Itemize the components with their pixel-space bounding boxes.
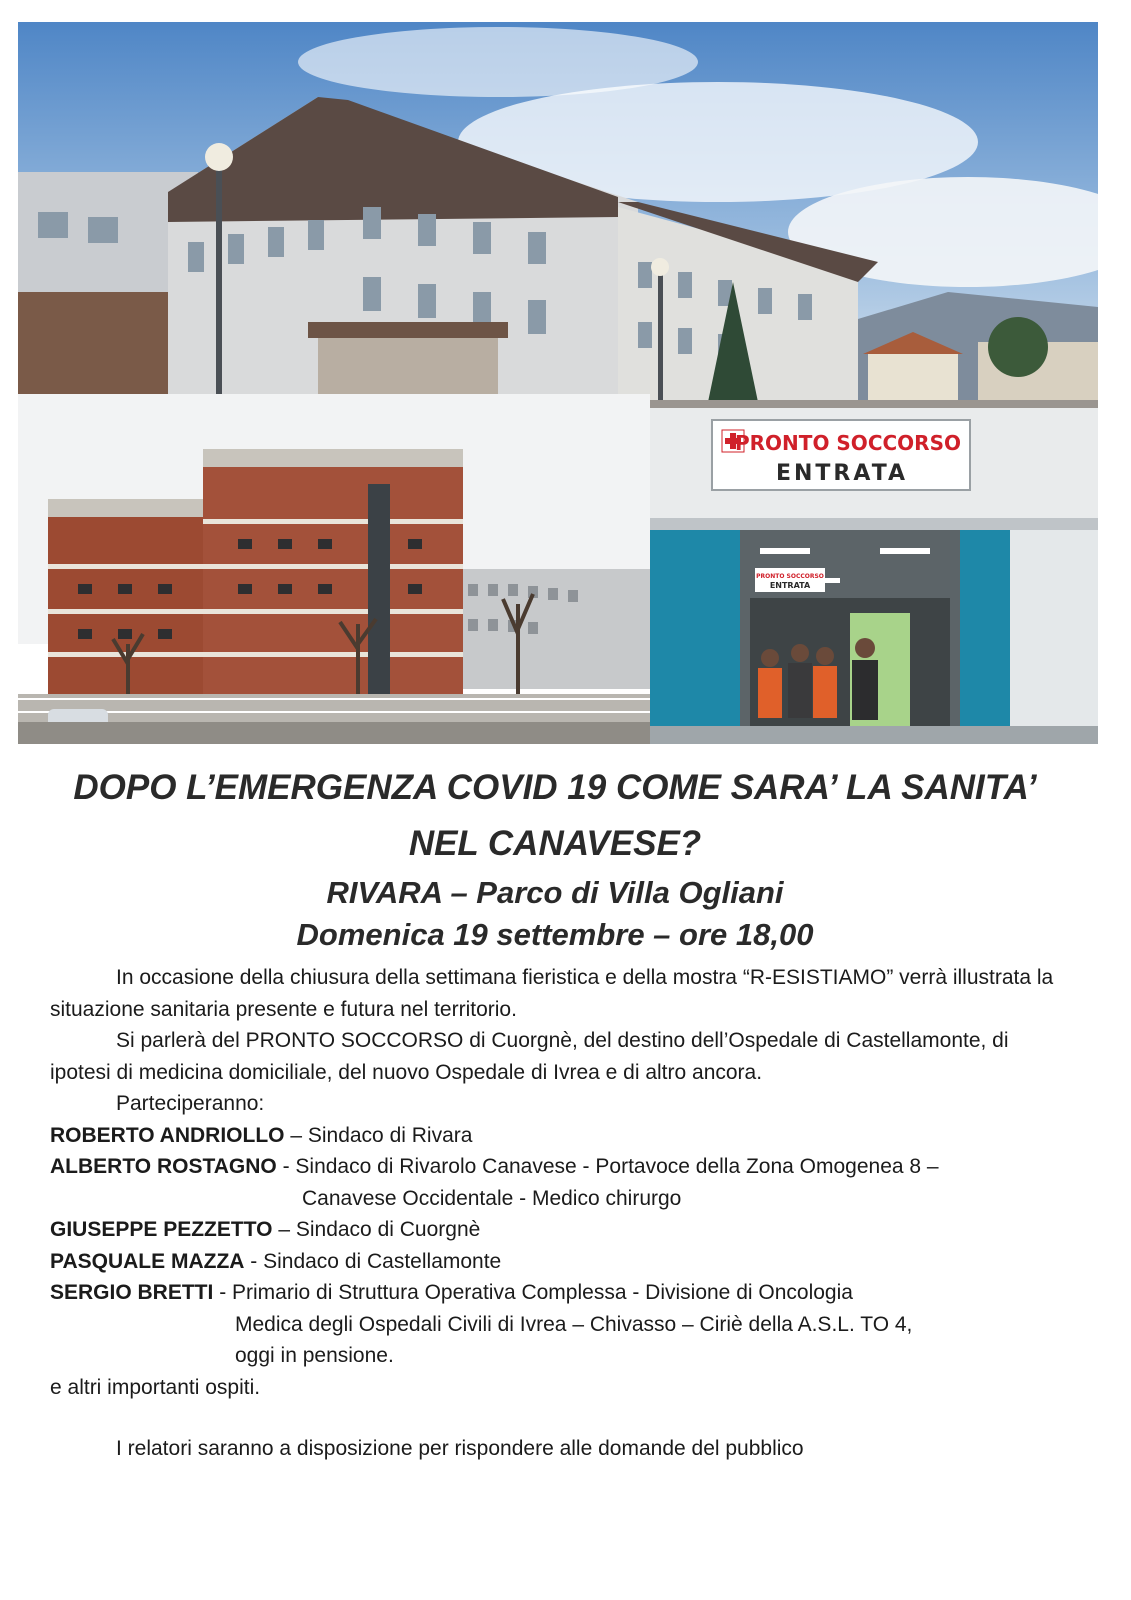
- emergency-entrance-photo: [650, 408, 1098, 744]
- spacer: [50, 1403, 1060, 1433]
- speaker-role: - Sindaco di Castellamonte: [244, 1249, 502, 1273]
- speaker-name: PASQUALE MAZZA: [50, 1249, 245, 1273]
- small-sign-line-1: PRONTO SOCCORSO: [756, 573, 824, 580]
- speaker-list: [50, 1120, 1060, 1372]
- closing-line: I relatori saranno a disposizione per rispondere alle domande del pubblico: [116, 1437, 804, 1460]
- topics-paragraph: Si parlerà del PRONTO SOCCORSO di Cuorgnè, del destino dell’Ospedale di Castellamonte, di ipotesi di medicina domiciliale, del nuovo Ospedale di Ivrea e di altro ancora.: [50, 1029, 1009, 1084]
- speaker-item: [50, 1246, 1060, 1278]
- flyer-content: [50, 760, 1060, 1465]
- headline: [50, 760, 1060, 872]
- intro-paragraph: In occasione della chiusura della settimana fieristica e della mostra “R-ESISTIAMO” verrà illustrata la situazione sanitaria presente e futura nel territorio.: [50, 966, 1054, 1021]
- speaker-item: [50, 1151, 1060, 1183]
- speaker-role: – Sindaco di Cuorgnè: [272, 1218, 481, 1241]
- small-sign-line-2: ENTRATA: [769, 581, 811, 590]
- speaker-item: [50, 1214, 1060, 1246]
- body-text: [50, 962, 1060, 1465]
- participants-label: Parteciperanno:: [116, 1092, 265, 1115]
- headline-line-1: DOPO L’EMERGENZA COVID 19 COME SARA’ LA SANITA’: [73, 768, 1037, 807]
- other-guests: e altri importanti ospiti.: [50, 1375, 261, 1399]
- headline-line-2: NEL CANAVESE?: [408, 824, 702, 863]
- speaker-role: - Primario di Struttura Operativa Complessa - Divisione di Oncologia: [213, 1281, 853, 1304]
- speaker-role-continued: oggi in pensione.: [235, 1344, 394, 1367]
- speaker-role-continued: Medica degli Ospedali Civili di Ivrea – Chivasso – Ciriè della A.S.L. TO 4,: [235, 1312, 913, 1336]
- speaker-item: [50, 1277, 1060, 1309]
- hospital-facade-photo: [18, 22, 1098, 420]
- speaker-item: [50, 1120, 1060, 1152]
- speaker-role: – Sindaco di Rivara: [284, 1123, 473, 1147]
- brick-hospital-photo: [18, 394, 650, 744]
- speaker-name: SERGIO BRETTI: [50, 1281, 214, 1304]
- sign-line-1: PRONTO SOCCORSO: [735, 431, 961, 455]
- speaker-name: ROBERTO ANDRIOLLO: [50, 1123, 285, 1147]
- speaker-role-continued: Canavese Occidentale - Medico chirurgo: [302, 1186, 682, 1210]
- speaker-name: GIUSEPPE PEZZETTO: [50, 1218, 273, 1241]
- event-datetime: Domenica 19 settembre – ore 18,00: [296, 917, 814, 952]
- speaker-name: ALBERTO ROSTAGNO: [50, 1155, 277, 1178]
- event-location: RIVARA – Parco di Villa Ogliani: [326, 875, 784, 910]
- speaker-role: - Sindaco di Rivarolo Canavese - Portavoce della Zona Omogenea 8 –: [276, 1155, 939, 1178]
- sign-line-2: ENTRATA: [775, 461, 909, 486]
- photo-collage: [18, 22, 1098, 744]
